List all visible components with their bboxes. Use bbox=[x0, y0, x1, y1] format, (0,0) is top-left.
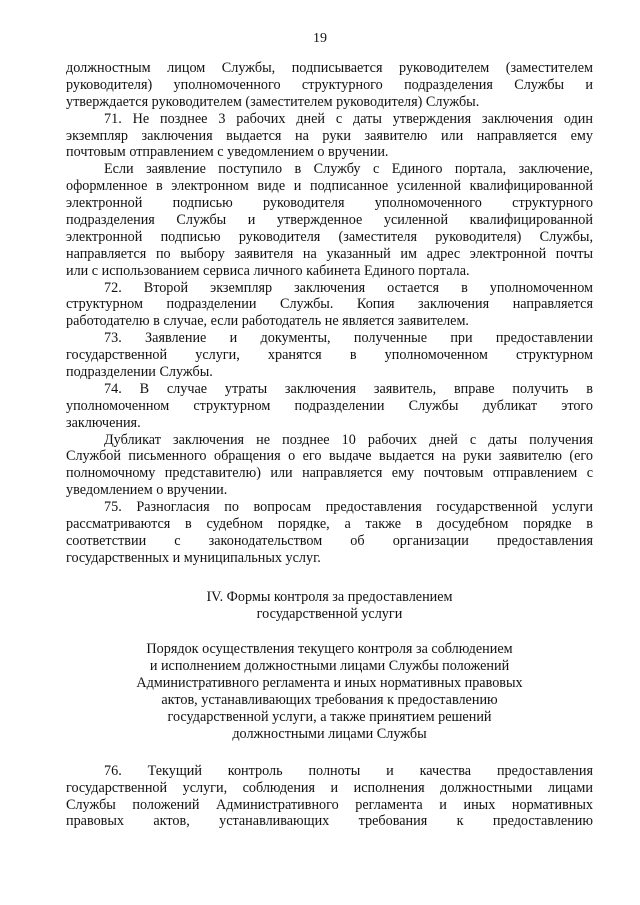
text-line: структурном подразделении Службы. Копия заключения направляется bbox=[66, 296, 593, 313]
paragraph-75 bbox=[66, 499, 593, 567]
text-line: или с использованием сервиса личного кабинета Единого портала. bbox=[66, 262, 470, 279]
text-line: 75. Разногласия по вопросам предоставления государственной услуги bbox=[104, 499, 593, 516]
text-line: правовых актов, устанавливающих требования к предоставлению bbox=[66, 813, 593, 830]
text-line: 76. Текущий контроль полноты и качества предоставления bbox=[104, 762, 593, 779]
heading-line: государственной услуги bbox=[256, 605, 403, 622]
text-line: 72. Второй экземпляр заключения остается в уполномоченном bbox=[104, 279, 593, 296]
text-line: Если заявление поступило в Службу с Единого портала, заключение, bbox=[104, 161, 593, 178]
text-line: государственной услуги, соблюдения и исполнения должностными лицами bbox=[66, 779, 593, 796]
text-line: электронной подписью руководителя уполномоченного структурного bbox=[66, 195, 593, 212]
text-line: уведомлением о вручении. bbox=[66, 482, 228, 499]
text-line: должностным лицом Службы, подписывается руководителем (заместителем bbox=[66, 60, 593, 76]
heading-line: и исполнением должностными лицами Службы положений bbox=[149, 657, 510, 674]
spacer bbox=[66, 567, 593, 589]
subsection-heading bbox=[66, 641, 593, 743]
spacer bbox=[66, 623, 593, 641]
text-line: оформленное в электронном виде и подписанное усиленной квалифицированной bbox=[66, 178, 593, 195]
text-line: подразделении Службы. bbox=[66, 364, 213, 381]
page-number: 19 bbox=[313, 31, 327, 46]
text-line: рассматриваются в судебном порядке, а также в досудебном порядке в bbox=[66, 516, 593, 533]
heading-line: IV. Формы контроля за предоставлением bbox=[206, 588, 453, 605]
document-body bbox=[66, 60, 593, 830]
section-heading bbox=[66, 589, 593, 623]
text-line: электронной подписью руководителя (заместителя руководителя) Службы, bbox=[66, 228, 593, 245]
text-line: работодателю в случае, если работодатель не является заявителем. bbox=[66, 313, 469, 330]
text-line: государственных и муниципальных услуг. bbox=[66, 549, 321, 566]
paragraph-76 bbox=[66, 763, 593, 831]
heading-line: государственной услуги, а также принятием решений bbox=[167, 708, 492, 725]
paragraph-continuation bbox=[66, 60, 593, 111]
paragraph-72 bbox=[66, 280, 593, 331]
text-line: 71. Не позднее 3 рабочих дней с даты утверждения заключения один bbox=[104, 110, 593, 127]
text-line: полномочному представителю) или направляется ему почтовым отправлением с bbox=[66, 465, 593, 482]
text-line: направляется по выбору заявителя на указанный им адрес электронной почты bbox=[66, 245, 593, 262]
heading-line: Административного регламента и иных нормативных правовых bbox=[136, 674, 523, 691]
text-line: уполномоченном структурном подразделении Службы дубликат этого bbox=[66, 397, 593, 414]
spacer bbox=[66, 743, 593, 763]
text-line: 74. В случае утраты заключения заявитель, вправе получить в bbox=[104, 380, 593, 397]
paragraph-duplicate bbox=[66, 432, 593, 500]
paragraph-71 bbox=[66, 111, 593, 162]
text-line: государственной услуги, хранятся в уполномоченном структурном bbox=[66, 347, 593, 364]
text-line: руководителя) уполномоченного структурного подразделения Службы и bbox=[66, 76, 593, 93]
paragraph-74 bbox=[66, 381, 593, 432]
heading-line: актов, устанавливающих требования к предоставлению bbox=[161, 691, 498, 708]
paragraph-73 bbox=[66, 330, 593, 381]
text-line: заключения. bbox=[66, 414, 141, 431]
text-line: почтовым отправлением с уведомлением о вручении. bbox=[66, 144, 389, 161]
heading-line: должностными лицами Службы bbox=[232, 725, 427, 742]
text-line: Дубликат заключения не позднее 10 рабочих дней с даты получения bbox=[104, 431, 593, 448]
text-line: соответствии с законодательством об организации предоставления bbox=[66, 532, 593, 549]
heading-line: Порядок осуществления текущего контроля за соблюдением bbox=[146, 640, 513, 657]
text-line: утверждается руководителем (заместителем руководителя) Службы. bbox=[66, 93, 480, 110]
text-line: подразделения Службы и утвержденное усиленной квалифицированной bbox=[66, 212, 593, 229]
paragraph-electronic bbox=[66, 161, 593, 279]
text-line: 73. Заявление и документы, полученные при предоставлении bbox=[104, 330, 593, 347]
text-line: экземпляр заключения выдается на руки заявителю или направляется ему bbox=[66, 127, 593, 144]
text-line: Службой письменного обращения о его выдаче выдается на руки заявителю (его bbox=[66, 448, 593, 465]
text-line: Службы положений Административного регламента и иных нормативных bbox=[66, 796, 593, 813]
